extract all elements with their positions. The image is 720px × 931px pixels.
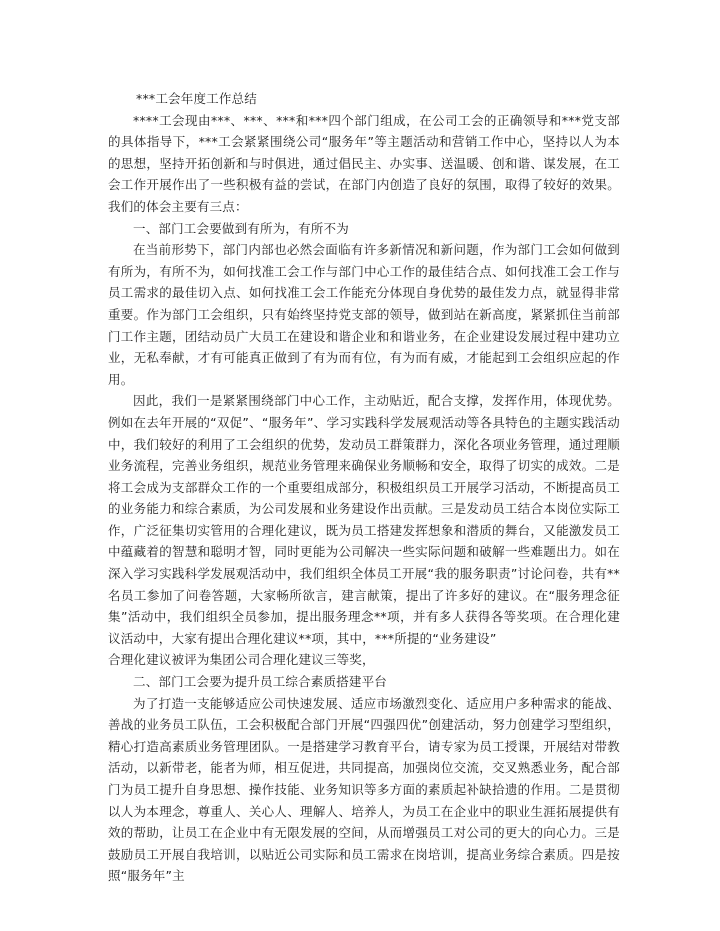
section-2-heading: 二、部门工会要为提升员工综合素质搭建平台 <box>133 674 388 690</box>
document-body <box>108 88 620 887</box>
section-1-heading: 一、部门工会要做到有所为，有所不为 <box>133 220 349 236</box>
section-1-paragraph-2: 因此，我们一是紧紧围绕部门中心工作，主动贴近，配合支撑，发挥作用，体现优势。例如在去年开展的“双促”、“服务年”、学习实践科学发展观活动等各具特色的主题实践活动中，我们较好的利用了工会组织的优势，发动员工群策群力，深化各项业务管理，通过理顺业务流程，完善业务组织，规范业务管理来确保业务顺畅和安全，取得了切实的成效。二是将工会成为支部群众工作的一个重要组成部分，积极组织员工开展学习活动，不断提高员工的业务能力和综合素质，为公司发展和业务建设作出贡献。三是发动员工结合本岗位实际工作，广泛征集切实管用的合理化建议，既为员工搭建发挥想象和潜质的舞台，又能激发员工中蕴藏着的智慧和聪明才智，同时更能为公司解决一些实际问题和破解一些难题出力。如在深入学习实践科学发展观活动中，我们组织全体员工开展“我的服务职责”讨论问卷，共有**名员工参加了问卷答题，大家畅所欲言，建言献策，提出了许多好的建议。在“服务理念征集”活动中，我们组织全员参加，提出服务理念**项，并有多人获得各等奖项。在合理化建议活动中，大家有提出合理化建议**项，其中，***所提的“业务建设” <box>108 393 620 646</box>
intro-paragraph: ****工会现由***、***、***和***四个部门组成，在公司工会的正确领导和***党支部的具体指导下，***工会紧紧围绕公司“服务年”等主题活动和营销工作中心，坚持以人为本的思想，坚持开拓创新和与时俱进，通过倡民主、办实事、送温暖、创和谐、谋发展，在工会工作开展作出了一些积极有益的尝试，在部门内创造了良好的氛围，取得了较好的效果。我们的体会主要有三点： <box>108 112 620 214</box>
section-1-paragraph-1: 在当前形势下，部门内部也必然会面临有许多新情况和新问题，作为部门工会如何做到有所为，有所不为，如何找准工会工作与部门中心工作的最佳结合点、如何找准工会工作与员工需求的最佳切入点、如何找准工会工作能充分体现自身优势的最佳发力点，就显得非常重要。作为部门工会组织，只有始终坚持党支部的领导，做到站在新高度，紧紧抓住当前部门工作主题，团结动员广大员工在建设和谐企业和和谐业务，在企业建设发展过程中建功立业，无私奉献，才有可能真正做到了有为而有位，有为而有威，才能起到工会组织应起的作用。 <box>108 242 620 387</box>
document-title: ***工会年度工作总结 <box>136 91 257 106</box>
section-1-paragraph-3: 合理化建议被评为集团公司合理化建议三等奖， <box>108 652 375 668</box>
section-2-paragraph-1: 为了打造一支能够适应公司快速发展、适应市场激烈变化、适应用户多种需求的能战、善战的业务员工队伍，工会积极配合部门开展“四强四优”创建活动，努力创建学习型组织，精心打造高素质业务管理团队。一是搭建学习教育平台，请专家为员工授课，开展结对带教活动，以新带老，能者为师，相互促进，共同提高，加强岗位交流，交叉熟悉业务，配合部门为员工提升自身思想、操作技能、业务知识等多方面的素质起补缺拾遗的作用。二是贯彻以人为本理念，尊重人、关心人、理解人、培养人，为员工在企业中的职业生涯拓展提供有效的帮助，让员工在企业中有无限发展的空间，从而增强员工对公司的更大的向心力。三是鼓励员工开展自我培训，以贴近公司实际和员工需求在岗培训，提高业务综合素质。四是按照“服务年”主 <box>108 695 620 884</box>
